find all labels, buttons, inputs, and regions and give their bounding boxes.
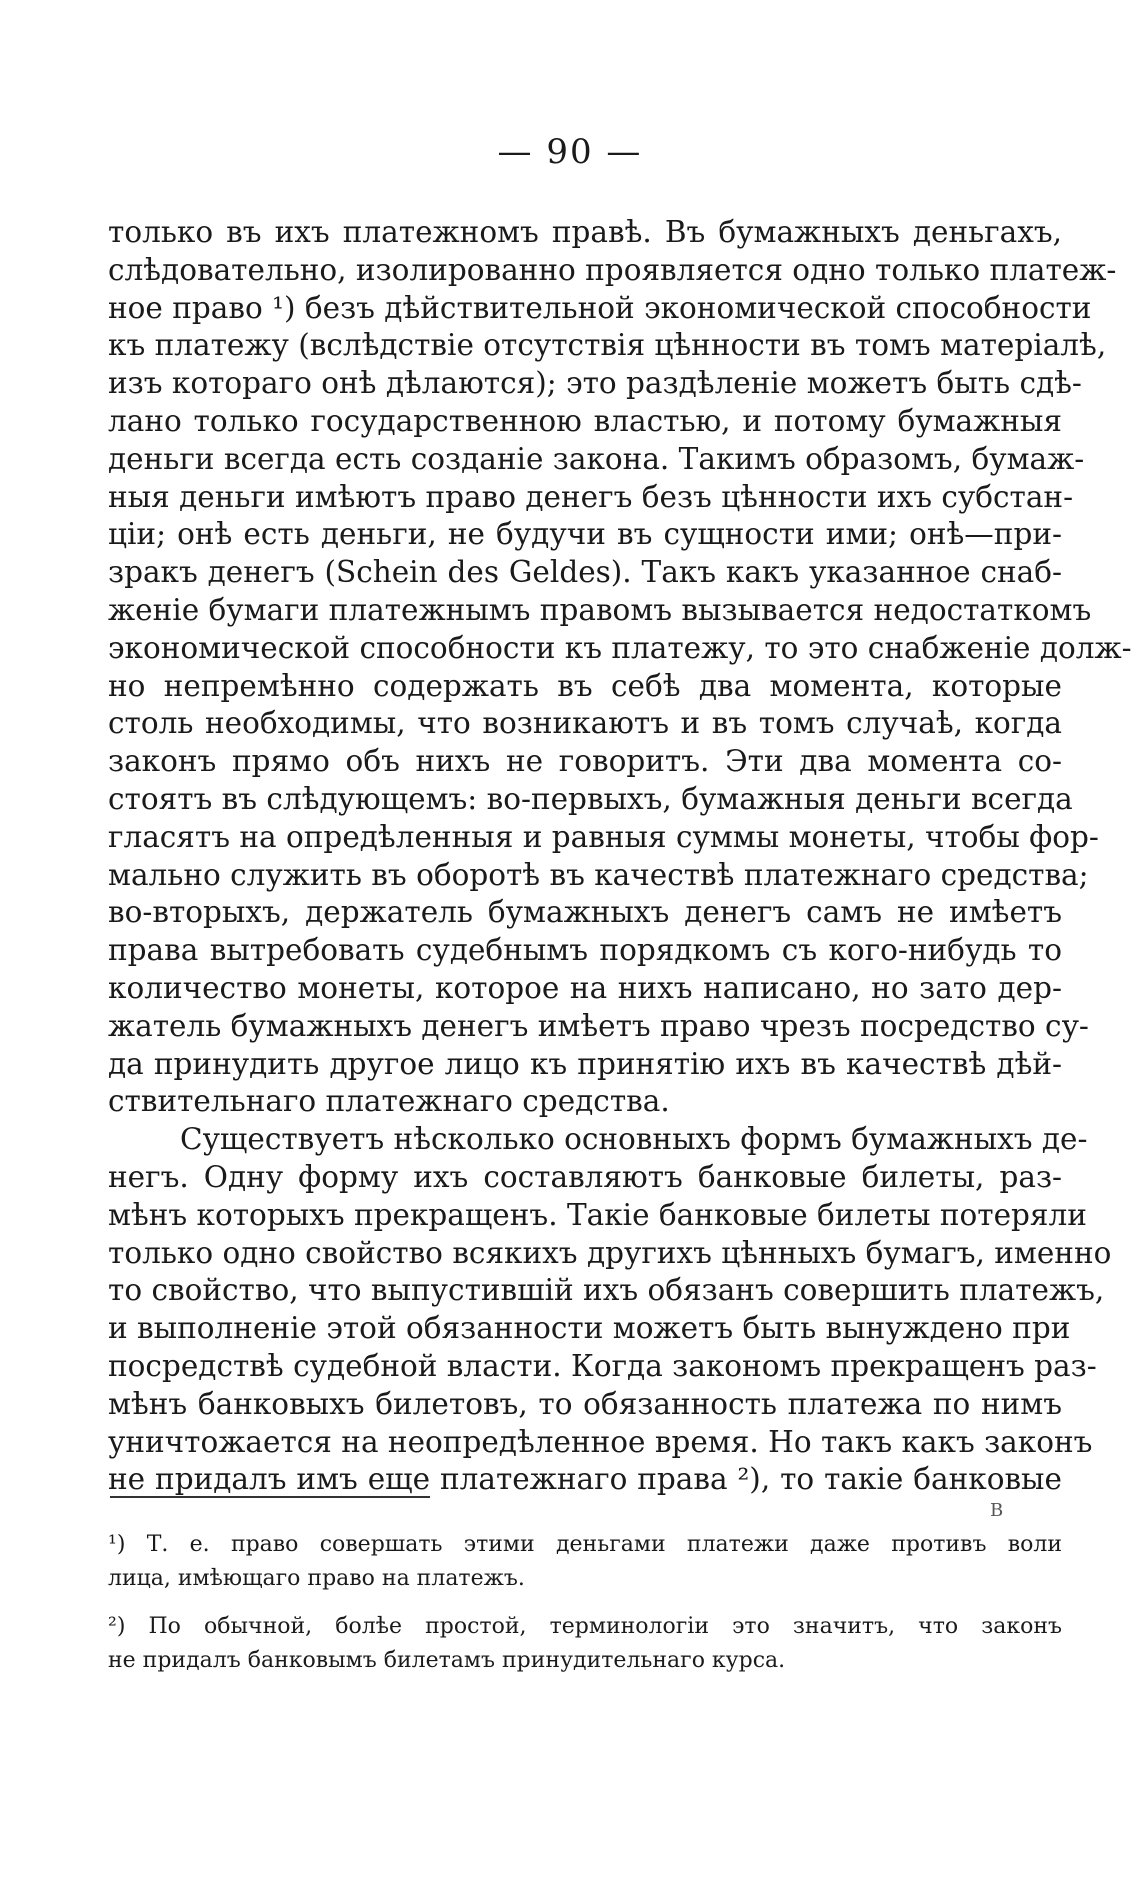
footnote-line: не придалъ банковымъ билетамъ принудительнаго курса.	[108, 1648, 786, 1673]
text-line: ныя деньги имѣютъ право денегъ безъ цѣнности ихъ субстан-	[108, 479, 1074, 514]
text-line: слѣдовательно, изолированно проявляется одно только платеж-	[108, 252, 1117, 287]
footnote-line: лица, имѣющаго право на платежъ.	[108, 1566, 525, 1591]
text-line: и выполненіе этой обязанности можетъ быть вынуждено при	[108, 1311, 1071, 1346]
page-number: — 90 —	[497, 132, 643, 172]
text-line: ціи; онѣ есть деньги, не будучи въ сущности ими; онѣ—при-	[108, 517, 1062, 552]
text-line: только одно свойство всякихъ другихъ цѣнныхъ бумагъ, именно	[108, 1235, 1112, 1270]
text-line: мѣнъ которыхъ прекращенъ. Такіе банковые билеты потеряли	[108, 1197, 1087, 1232]
footnote-line: ²) По обычной, болѣе простой, терминологіи это значитъ, что законъ	[108, 1614, 1062, 1639]
text-line: законъ прямо объ нихъ не говоритъ. Эти два момента со-	[108, 744, 1062, 779]
text-line: столь необходимы, что возникаютъ и въ томъ случаѣ, когда	[108, 706, 1062, 741]
text-line: стоятъ въ слѣдующемъ: во-первыхъ, бумажныя деньги всегда	[108, 781, 1073, 816]
text-line: во-вторыхъ, держатель бумажныхъ денегъ самъ не имѣетъ	[108, 895, 1062, 930]
footnote-line: ¹) Т. е. право совершать этими деньгами платежи даже противъ воли	[108, 1532, 1062, 1557]
text-line: Существуетъ нѣсколько основныхъ формъ бумажныхъ де-	[180, 1122, 1088, 1157]
body-text	[108, 214, 1132, 1499]
paragraph-2	[108, 1121, 1112, 1499]
text-line: ствительнаго платежнаго средства.	[108, 1084, 670, 1119]
text-line: женіе бумаги платежнымъ правомъ вызывается недостаткомъ	[108, 592, 1092, 627]
text-line: посредствѣ судебной власти. Когда закономъ прекращенъ раз-	[108, 1348, 1097, 1383]
text-line: не придалъ имъ еще платежнаго права ²), то такіе банковые	[108, 1462, 1062, 1497]
text-line: да принудить другое лицо къ принятію ихъ въ качествѣ дѣй-	[108, 1046, 1062, 1081]
text-line: права вытребовать судебнымъ порядкомъ съ кого-нибудь то	[108, 933, 1062, 968]
text-line: мѣнъ банковыхъ билетовъ, то обязанность платежа по нимъ	[108, 1386, 1062, 1421]
text-line: лано только государственною властью, и потому бумажныя	[108, 403, 1062, 438]
footnote-1	[108, 1528, 1062, 1596]
paragraph-1	[108, 214, 1132, 1121]
text-line: къ платежу (вслѣдствіе отсутствія цѣнности въ томъ матеріалѣ,	[108, 328, 1107, 363]
text-line: гласятъ на опредѣленныя и равныя суммы монеты, чтобы фор-	[108, 819, 1099, 854]
footnote-separator	[110, 1496, 430, 1498]
text-line: изъ котораго онѣ дѣлаются); это раздѣленіе можетъ быть сдѣ-	[108, 366, 1082, 401]
text-line: количество монеты, которое на нихъ написано, но зато дер-	[108, 970, 1062, 1005]
footnotes	[108, 1528, 1062, 1692]
text-line: зракъ денегъ (Schein des Geldes). Такъ какъ указанное снаб-	[108, 555, 1062, 590]
text-line: но непремѣнно содержать въ себѣ два момента, которые	[108, 668, 1062, 703]
text-line: мально служить въ оборотѣ въ качествѣ платежнаго средства;	[108, 857, 1089, 892]
text-line: негъ. Одну форму ихъ составляютъ банковые билеты, раз-	[108, 1159, 1062, 1194]
text-line: экономической способности къ платежу, то это снабженіе долж-	[108, 630, 1132, 665]
text-line: деньги всегда есть созданіе закона. Такимъ образомъ, бумаж-	[108, 441, 1085, 476]
text-line: ное право ¹) безъ дѣйствительной экономической способности	[108, 290, 1092, 325]
text-line: только въ ихъ платежномъ правѣ. Въ бумажныхъ деньгахъ,	[108, 215, 1062, 249]
text-line: жатель бумажныхъ денегъ имѣетъ право чрезъ посредство су-	[108, 1008, 1089, 1043]
footnote-2	[108, 1610, 1062, 1678]
catchword-mark: В	[990, 1500, 1004, 1521]
text-line: уничтожается на неопредѣленное время. Но такъ какъ законъ	[108, 1424, 1093, 1459]
text-line: то свойство, что выпустившій ихъ обязанъ совершить платежъ,	[108, 1273, 1105, 1308]
